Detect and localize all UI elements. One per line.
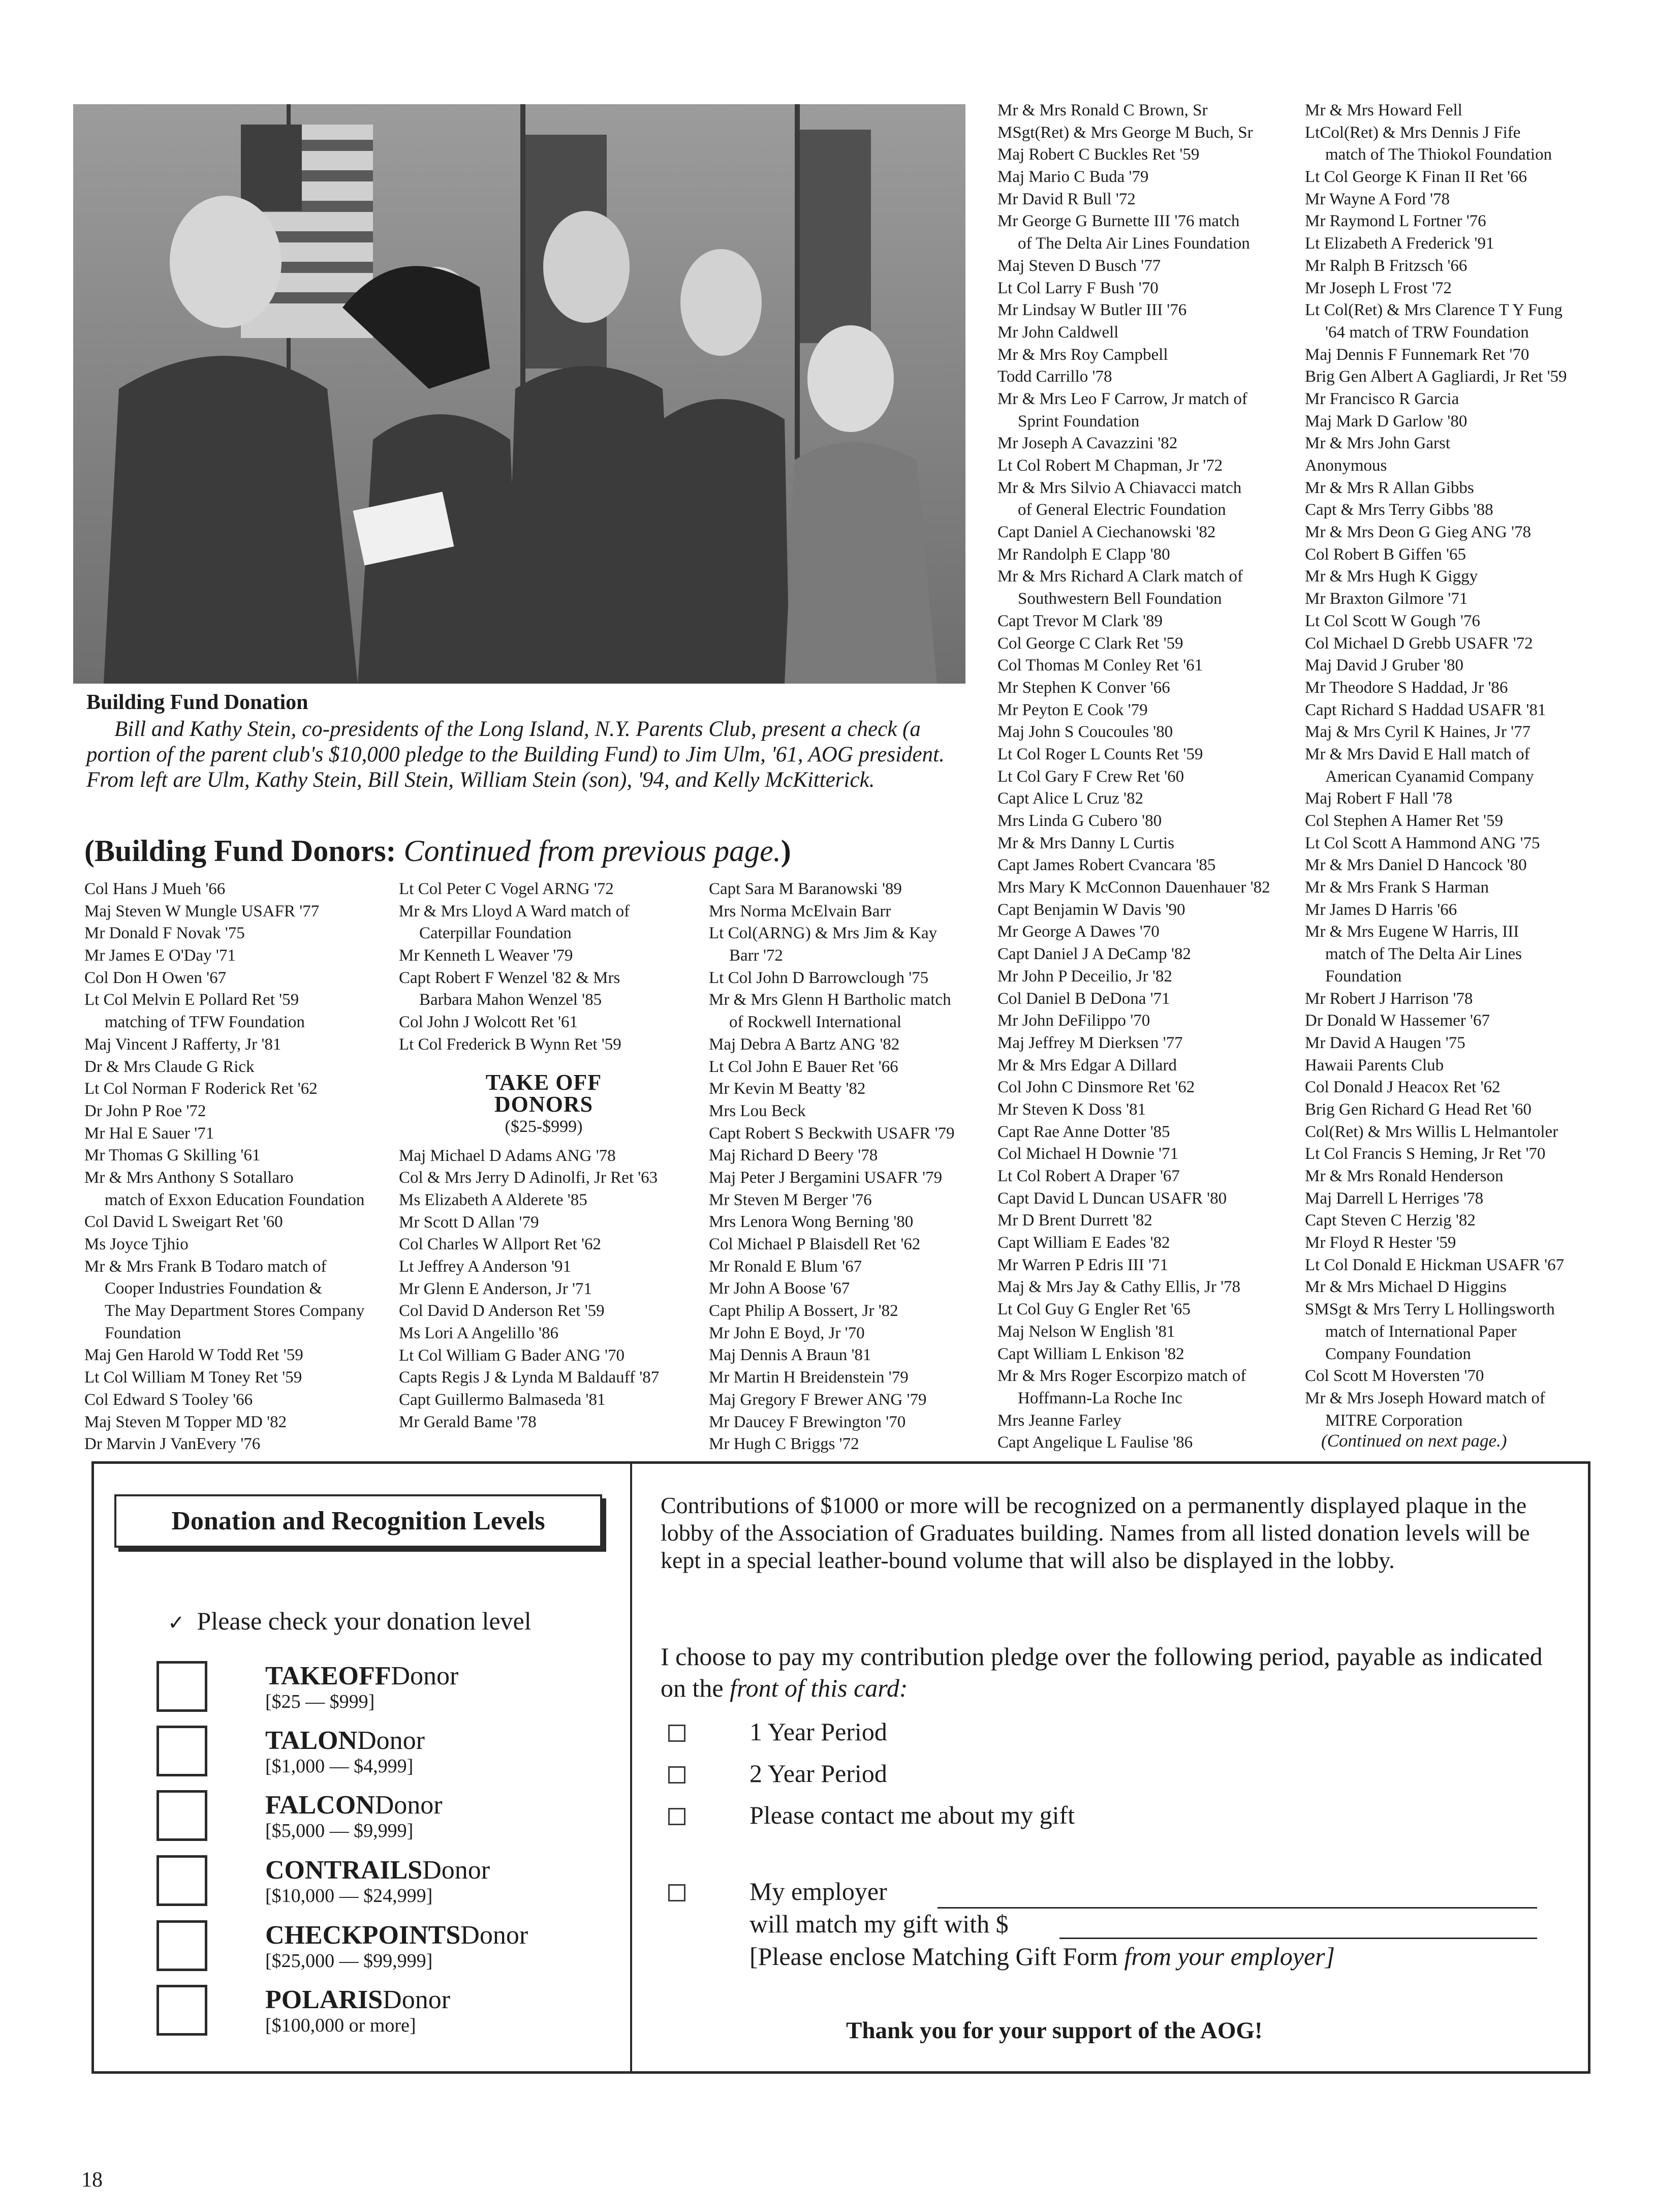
donor-entry: '64 match of TRW Foundation — [1325, 323, 1529, 342]
donor-entry: Mr Robert J Harrison '78 — [1305, 989, 1473, 1008]
donor-entry: Lt Col Roger L Counts Ret '59 — [997, 745, 1203, 763]
donor-entry: match of International Paper — [1325, 1322, 1517, 1341]
donor-entry: Mr & Mrs John Garst — [1305, 434, 1450, 453]
donor-entry: Col George C Clark Ret '59 — [997, 634, 1183, 653]
donor-entry: Ms Lori A Angelillo '86 — [399, 1324, 558, 1343]
donor-entry: Mr & Mrs Howard Fell — [1305, 101, 1462, 119]
photo-illustration — [73, 104, 965, 684]
donor-entry: Mr & Mrs Hugh K Giggy — [1305, 567, 1478, 586]
donor-entry: Lt Col Frederick B Wynn Ret '59 — [399, 1035, 621, 1054]
donor-entry: Mrs Lenora Wong Berning '80 — [709, 1213, 914, 1232]
donor-entry: Mr & Mrs Roy Campbell — [997, 345, 1168, 364]
donor-entry: Mr John E Boyd, Jr '70 — [709, 1324, 865, 1342]
donor-entry: Capt Benjamin W Davis '90 — [997, 900, 1185, 919]
contributions-text: Contributions of $1000 or more will be recognized on a permanently displayed plaque in the lobby of the Association of Graduates building. Names from all listed donation levels will be kept in a special leather-bound volume that will also be displayed in the lobby. — [661, 1492, 1530, 1573]
level-suffix: Donor — [391, 1662, 459, 1691]
level-name: TALON — [265, 1726, 358, 1755]
contact-me-checkbox[interactable] — [668, 1808, 685, 1825]
continued-heading — [84, 834, 791, 869]
donor-entry: Lt Col Scott W Gough '76 — [1305, 611, 1480, 630]
donor-entry: Mrs Lou Beck — [709, 1101, 806, 1120]
donor-entry: Mr Randolph E Clapp '80 — [997, 545, 1170, 564]
contrails-level — [265, 1855, 490, 1885]
donor-entry: Mr & Mrs Ronald Henderson — [1305, 1167, 1504, 1185]
donor-column-5 — [1305, 100, 1567, 1432]
donor-entry: Col Michael P Blaisdell Ret '62 — [709, 1235, 921, 1253]
donor-entry: Col John J Wolcott Ret '61 — [399, 1013, 578, 1032]
employer-line3-italic: from your employer] — [1124, 1942, 1335, 1971]
level-suffix: Donor — [383, 1985, 451, 2014]
donor-entry: Lt Col Gary F Crew Ret '60 — [997, 767, 1184, 786]
donor-entry: Capt Robert S Beckwith USAFR '79 — [709, 1124, 955, 1143]
donor-entry: Maj Darrell L Herriges '78 — [1305, 1189, 1484, 1208]
donor-entry: Hawaii Parents Club — [1305, 1056, 1444, 1074]
donor-entry: Mr Francisco R Garcia — [1305, 389, 1459, 408]
donor-entry: Maj Richard D Beery '78 — [709, 1146, 878, 1165]
polaris-checkbox[interactable] — [157, 1985, 207, 2036]
donor-entry: Mrs Mary K McConnon Dauenhauer '82 — [997, 878, 1270, 897]
donor-entry: Capt Alice L Cruz '82 — [997, 789, 1143, 808]
donor-entry: Mr Raymond L Fortner '76 — [1305, 212, 1486, 231]
donor-entry: Capt Richard S Haddad USAFR '81 — [1305, 700, 1546, 719]
donor-entry: Capts Regis J & Lynda M Baldauff '87 — [399, 1368, 660, 1387]
donor-entry: Mr & Mrs Leo F Carrow, Jr match of — [997, 389, 1247, 408]
donor-entry: Mr D Brent Durrett '82 — [997, 1211, 1152, 1230]
takeoff-level — [265, 1661, 458, 1691]
donor-entry: match of Exxon Education Foundation — [105, 1190, 365, 1209]
donor-entry: Mr David A Haugen '75 — [1305, 1033, 1465, 1052]
donor-entry: Maj Steven M Topper MD '82 — [84, 1412, 287, 1431]
donor-entry: Col Charles W Allport Ret '62 — [399, 1235, 601, 1254]
donor-entry: Lt Jeffrey A Anderson '91 — [399, 1257, 571, 1276]
donor-entry: Maj Mario C Buda '79 — [997, 168, 1149, 187]
donor-entry: Mr John A Boose '67 — [709, 1279, 850, 1298]
donor-entry: Maj Dennis F Funnemark Ret '70 — [1305, 345, 1529, 364]
donor-column-2 — [399, 878, 689, 1434]
donor-entry: Sprint Foundation — [1018, 412, 1140, 431]
donor-entry: Brig Gen Albert A Gagliardi, Jr Ret '59 — [1305, 367, 1567, 386]
level-name: CONTRAILS — [265, 1856, 423, 1885]
donor-entry: Maj & Mrs Cyril K Haines, Jr '77 — [1305, 723, 1531, 742]
building-fund-photo — [73, 104, 965, 684]
donor-entry: Mr George G Burnette III '76 match — [997, 212, 1240, 231]
donor-entry: Lt Col(ARNG) & Mrs Jim & Kay — [709, 924, 938, 943]
donor-entry: Mr Warren P Edris III '71 — [997, 1255, 1168, 1274]
donor-entry: Capt James Robert Cvancara '85 — [997, 856, 1216, 875]
level-name: POLARIS — [265, 1985, 383, 2014]
employer-line1: My employer — [750, 1877, 887, 1906]
donor-entry: Mr & Mrs Eugene W Harris, III — [1305, 923, 1519, 941]
pledge-text-main: I choose to pay my contribution pledge over the following period, payable as indicated on the — [661, 1642, 1543, 1702]
donor-entry: Col John C Dinsmore Ret '62 — [997, 1078, 1195, 1097]
donor-entry: Capt William E Eades '82 — [997, 1234, 1170, 1252]
employer-match-checkbox[interactable] — [668, 1884, 685, 1901]
donor-entry: Lt Col Melvin E Pollard Ret '59 — [84, 991, 299, 1009]
donor-entry: Barbara Mahon Wenzel '85 — [419, 991, 602, 1009]
checkpoints-checkbox[interactable] — [157, 1920, 207, 1971]
talon-level — [265, 1726, 425, 1756]
donor-entry: Mr & Mrs Michael D Higgins — [1305, 1278, 1507, 1297]
takeoff-range-text: [$25 — $999] — [265, 1691, 375, 1712]
donor-entry: Capt Trevor M Clark '89 — [997, 611, 1163, 630]
donor-entry: Lt Col William G Bader ANG '70 — [399, 1346, 624, 1365]
donor-entry: MSgt(Ret) & Mrs George M Buch, Sr — [997, 123, 1253, 142]
donor-entry: Mr & Mrs Deon G Gieg ANG '78 — [1305, 523, 1532, 542]
donor-entry: Foundation — [105, 1324, 181, 1342]
donor-column-4 — [997, 100, 1270, 1454]
donor-entry: Barr '72 — [729, 946, 783, 965]
continued-heading-close: ) — [780, 834, 791, 868]
donor-entry: Mr David R Bull '72 — [997, 190, 1136, 208]
donor-entry: of General Electric Foundation — [1018, 501, 1226, 519]
donor-column-1 — [84, 878, 364, 1456]
donor-entry: Lt Col George K Finan II Ret '66 — [1305, 168, 1527, 187]
donor-entry: Hoffmann-La Roche Inc — [1018, 1389, 1182, 1407]
pledge-text-italic: front of this card: — [730, 1674, 908, 1702]
donor-entry: Capt Daniel A Ciechanowski '82 — [997, 523, 1216, 542]
donor-entry: Capt Robert F Wenzel '82 & Mrs — [399, 968, 620, 987]
one-year-checkbox[interactable] — [668, 1725, 685, 1742]
contrails-checkbox[interactable] — [157, 1855, 207, 1906]
donor-entry: Maj Steven W Mungle USAFR '77 — [84, 902, 320, 920]
donor-entry: Company Foundation — [1325, 1344, 1471, 1363]
donor-entry: Lt Col Donald E Hickman USAFR '67 — [1305, 1255, 1565, 1274]
donor-entry: Maj Mark D Garlow '80 — [1305, 412, 1467, 431]
polaris-level — [265, 1985, 450, 2015]
donor-entry: Col Thomas M Conley Ret '61 — [997, 656, 1203, 675]
donor-entry: Mr George A Dawes '70 — [997, 923, 1160, 941]
donor-entry: Mr James D Harris '66 — [1305, 900, 1457, 919]
thank-you-text: Thank you for your support of the AOG! — [846, 2017, 1263, 2044]
donor-entry: Capt William L Enkison '82 — [997, 1344, 1184, 1363]
checkpoints-level — [265, 1920, 528, 1950]
donor-entry: Mr Hugh C Briggs '72 — [709, 1435, 859, 1454]
levels-title: Donation and Recognition Levels — [114, 1494, 602, 1548]
donor-entry: Anonymous — [1305, 456, 1387, 475]
donor-entry: Maj John S Coucoules '80 — [997, 723, 1173, 742]
donor-entry: Maj David J Gruber '80 — [1305, 656, 1464, 675]
donor-entry: Lt Col John D Barrowclough '75 — [709, 968, 929, 987]
level-name: TAKEOFF — [265, 1662, 391, 1691]
donor-list-col2-bottom — [399, 1145, 689, 1434]
donor-entry: Lt Elizabeth A Frederick '91 — [1305, 234, 1494, 253]
donor-entry: Mr Scott D Allan '79 — [399, 1213, 539, 1232]
donor-entry: Capt Sara M Baranowski '89 — [709, 880, 902, 898]
donor-entry: Maj Steven D Busch '77 — [997, 256, 1161, 275]
donor-entry: Capt Angelique L Faulise '86 — [997, 1433, 1193, 1452]
level-suffix: Donor — [422, 1856, 490, 1885]
talon-checkbox[interactable] — [157, 1726, 207, 1776]
donor-entry: Mr Martin H Breidenstein '79 — [709, 1368, 909, 1387]
two-year-label: 2 Year Period — [750, 1759, 887, 1788]
donor-entry: Mrs Norma McElvain Barr — [709, 902, 891, 920]
donor-entry: Mr & Mrs Lloyd A Ward match of — [399, 902, 630, 920]
level-suffix: Donor — [374, 1791, 443, 1820]
donor-entry: Dr & Mrs Claude G Rick — [84, 1057, 255, 1076]
donor-entry: Foundation — [1325, 967, 1402, 986]
donor-entry: Maj Gen Harold W Todd Ret '59 — [84, 1346, 303, 1365]
donor-entry: Dr John P Roe '72 — [84, 1101, 206, 1120]
donor-entry: Mr Joseph L Frost '72 — [1305, 279, 1452, 297]
falcon-range-text: [$5,000 — $9,999] — [265, 1820, 414, 1841]
talon-range-text: [$1,000 — $4,999] — [265, 1756, 414, 1777]
donor-entry: Capt David L Duncan USAFR '80 — [997, 1189, 1227, 1208]
donor-entry: Mr Daucey F Brewington '70 — [709, 1412, 906, 1431]
checkpoints-range-text: [$25,000 — $99,999] — [265, 1950, 433, 1972]
donor-entry: Mrs Linda G Cubero '80 — [997, 812, 1162, 830]
donor-entry: Mr Hal E Sauer '71 — [84, 1124, 214, 1143]
donor-entry: Mr Theodore S Haddad, Jr '86 — [1305, 678, 1508, 697]
takeoff-checkbox[interactable] — [157, 1661, 207, 1712]
donor-entry: Col Scott M Hoversten '70 — [1305, 1367, 1484, 1386]
donor-entry: Mr John P Deceilio, Jr '82 — [997, 967, 1172, 986]
donor-entry: Col Donald J Heacox Ret '62 — [1305, 1078, 1501, 1097]
donor-entry: Mr Steven M Berger '76 — [709, 1190, 872, 1209]
donor-entry: Capt Guillermo Balmaseda '81 — [399, 1391, 606, 1409]
caption-text: Bill and Kathy Stein, co-presidents of the Long Island, N.Y. Parents Club, present a check (a portion of the parent club's $10,000 pledge to the Building Fund) to Jim Ulm, '61, AOG president. From left are Ulm, Kathy Stein, Bill Stein, William Stein (son), '94, and Kelly McKitterick. — [86, 717, 945, 792]
donor-entry: Lt Col Peter C Vogel ARNG '72 — [399, 880, 614, 898]
donor-entry: Mr Peyton E Cook '79 — [997, 700, 1148, 719]
donor-entry: Mr & Mrs Anthony S Sotallaro — [84, 1168, 294, 1187]
donor-entry: Cooper Industries Foundation & — [105, 1279, 323, 1298]
check-prompt-line — [168, 1606, 532, 1636]
donor-column-3 — [709, 878, 955, 1456]
donor-entry: Maj Peter J Bergamini USAFR '79 — [709, 1168, 943, 1187]
donor-entry: Maj Nelson W English '81 — [997, 1322, 1175, 1341]
donor-entry: Lt Col Scott A Hammond ANG '75 — [1305, 834, 1540, 852]
donor-entry: Maj & Mrs Jay & Cathy Ellis, Jr '78 — [997, 1278, 1241, 1297]
donor-entry: of The Delta Air Lines Foundation — [1018, 234, 1250, 253]
employer-line3-main: [Please enclose Matching Gift Form — [750, 1942, 1125, 1971]
donor-entry: Col Stephen A Hamer Ret '59 — [1305, 812, 1503, 830]
donor-entry: Lt Col Guy G Engler Ret '65 — [997, 1300, 1191, 1319]
contact-me-label: Please contact me about my gift — [750, 1801, 1075, 1829]
contrails-range-text: [$10,000 — $24,999] — [265, 1885, 433, 1907]
donor-entry: Mr Ronald E Blum '67 — [709, 1257, 862, 1276]
donor-entry: Dr Marvin J VanEvery '76 — [84, 1435, 261, 1454]
level-name: FALCON — [265, 1791, 375, 1820]
donor-entry: Mr & Mrs Richard A Clark match of — [997, 567, 1243, 586]
donor-entry: Maj Jeffrey M Dierksen '77 — [997, 1033, 1183, 1052]
one-year-label: 1 Year Period — [750, 1717, 887, 1746]
donor-entry: Mr Floyd R Hester '59 — [1305, 1234, 1456, 1252]
continued-heading-bold: (Building Fund Donors: — [84, 834, 404, 868]
donor-entry: Col Daniel B DeDona '71 — [997, 989, 1170, 1008]
donor-entry: Maj Robert C Buckles Ret '59 — [997, 145, 1200, 164]
form-divider — [630, 1461, 632, 2074]
donor-entry: Maj Michael D Adams ANG '78 — [399, 1146, 616, 1165]
donor-entry: matching of TFW Foundation — [105, 1013, 305, 1032]
donor-entry: Mr & Mrs Frank S Harman — [1305, 878, 1489, 897]
donor-entry: Maj Dennis A Braun '81 — [709, 1346, 871, 1365]
donor-entry: match of The Delta Air Lines — [1325, 945, 1522, 964]
donor-entry: Mr Kenneth L Weaver '79 — [399, 946, 573, 965]
donor-entry: LtCol(Ret) & Mrs Dennis J Fife — [1305, 123, 1521, 142]
donor-entry: Col Robert B Giffen '65 — [1305, 545, 1466, 564]
polaris-range-text: [$100,000 or more] — [265, 2015, 416, 2036]
donor-entry: Col Michael D Grebb USAFR '72 — [1305, 634, 1533, 653]
donor-entry: Lt Col Larry F Bush '70 — [997, 279, 1159, 297]
employer-line2: will match my gift with $ — [750, 1910, 1009, 1938]
donor-entry: Mr Stephen K Conver '66 — [997, 678, 1170, 697]
level-name: CHECKPOINTS — [265, 1921, 461, 1950]
checkmark-icon: ✓ — [168, 1611, 185, 1634]
donor-entry: of Rockwell International — [729, 1013, 902, 1032]
caption-title: Building Fund Donation — [86, 691, 308, 714]
donor-entry: Col Hans J Mueh '66 — [84, 880, 226, 898]
donor-entry: Mr & Mrs Edgar A Dillard — [997, 1056, 1177, 1074]
donor-entry: Maj Gregory F Brewer ANG '79 — [709, 1390, 927, 1409]
takeoff-range: ($25-$999) — [505, 1117, 583, 1136]
donor-entry: Mr Wayne A Ford '78 — [1305, 190, 1450, 208]
donor-entry: Maj Robert F Hall '78 — [1305, 789, 1453, 808]
donor-entry: Lt Col William M Toney Ret '59 — [84, 1368, 302, 1387]
takeoff-heading-line2: DONORS — [494, 1092, 594, 1117]
donor-entry: Capt Philip A Bossert, Jr '82 — [709, 1302, 898, 1320]
donor-entry: Lt Col(Ret) & Mrs Clarence T Y Fung — [1305, 301, 1563, 320]
donor-entry: Mr & Mrs Joseph Howard match of — [1305, 1389, 1545, 1407]
donor-entry: Southwestern Bell Foundation — [1018, 590, 1222, 608]
employer-name-field[interactable] — [938, 1907, 1537, 1909]
donor-entry: Mr & Mrs David E Hall match of — [1305, 745, 1530, 763]
donor-entry: Col Edward S Tooley '66 — [84, 1390, 253, 1409]
donor-entry: SMSgt & Mrs Terry L Hollingsworth — [1305, 1300, 1555, 1319]
donor-entry: Mrs Jeanne Farley — [997, 1411, 1121, 1430]
donor-entry: Capt & Mrs Terry Gibbs '88 — [1305, 501, 1493, 519]
donor-entry: Mr Braxton Gilmore '71 — [1305, 590, 1468, 608]
page-number: 18 — [81, 2168, 103, 2192]
donor-entry: Mr Joseph A Cavazzini '82 — [997, 434, 1178, 453]
donor-entry: Mr John DeFilippo '70 — [997, 1011, 1150, 1030]
donor-entry: Col Don H Owen '67 — [84, 968, 227, 987]
donor-entry: American Cyanamid Company — [1325, 767, 1534, 786]
donor-entry: Mr & Mrs Ronald C Brown, Sr — [997, 101, 1208, 119]
donor-entry: Capt Steven C Herzig '82 — [1305, 1211, 1476, 1230]
donor-entry: Col Michael H Downie '71 — [997, 1145, 1179, 1163]
donor-entry: match of The Thiokol Foundation — [1325, 145, 1552, 164]
donor-entry: Mr & Mrs R Allan Gibbs — [1305, 478, 1474, 497]
level-suffix: Donor — [460, 1921, 528, 1950]
continued-heading-italic: Continued from previous page. — [403, 834, 781, 868]
donor-entry: Mr Steven K Doss '81 — [997, 1100, 1146, 1119]
donor-entry: Mr & Mrs Frank B Todaro match of — [84, 1257, 327, 1276]
donor-entry: Capt Rae Anne Dotter '85 — [997, 1122, 1170, 1141]
level-suffix: Donor — [357, 1726, 425, 1755]
donor-entry: Mr Ralph B Fritzsch '66 — [1305, 256, 1467, 275]
donor-entry: Mr & Mrs Daniel D Hancock '80 — [1305, 856, 1527, 875]
donor-entry: Ms Elizabeth A Alderete '85 — [399, 1190, 587, 1209]
donor-entry: Mr James E O'Day '71 — [84, 946, 236, 965]
donor-entry: Mr John Caldwell — [997, 323, 1119, 342]
donor-entry: Mr & Mrs Silvio A Chiavacci match — [997, 478, 1242, 497]
donor-entry: Lt Col Francis S Heming, Jr Ret '70 — [1305, 1145, 1546, 1163]
donor-list-col2-top — [399, 878, 689, 1056]
continued-next: (Continued on next page.) — [1321, 1431, 1507, 1451]
donor-entry: Mr Lindsay W Butler III '76 — [997, 301, 1187, 320]
donor-entry: Dr Donald W Hassemer '67 — [1305, 1011, 1490, 1030]
donor-entry: Mr & Mrs Roger Escorpizo match of — [997, 1367, 1246, 1386]
falcon-checkbox[interactable] — [157, 1790, 207, 1841]
donor-entry: Col & Mrs Jerry D Adinolfi, Jr Ret '63 — [399, 1169, 658, 1187]
two-year-checkbox[interactable] — [668, 1766, 685, 1784]
donor-entry: Caterpillar Foundation — [419, 924, 572, 943]
donor-entry: Mr Donald F Novak '75 — [84, 924, 245, 943]
donor-entry: Lt Col Norman F Roderick Ret '62 — [84, 1080, 318, 1098]
donor-entry: Lt Col John E Bauer Ret '66 — [709, 1057, 898, 1076]
donor-entry: The May Department Stores Company — [105, 1302, 365, 1320]
donor-entry: Col David D Anderson Ret '59 — [399, 1302, 605, 1320]
falcon-level — [265, 1790, 443, 1820]
pledge-text — [661, 1641, 1555, 1704]
donor-entry: Mr & Mrs Danny L Curtis — [997, 834, 1175, 852]
donor-entry: Brig Gen Richard G Head Ret '60 — [1305, 1100, 1532, 1119]
donor-entry: Maj Vincent J Rafferty, Jr '81 — [84, 1035, 282, 1054]
donor-entry: Mr Glenn E Anderson, Jr '71 — [399, 1279, 592, 1298]
donor-entry: Mr Thomas G Skilling '61 — [84, 1146, 261, 1165]
donor-entry: Lt Col Robert M Chapman, Jr '72 — [997, 456, 1223, 475]
donor-entry: Col David L Sweigart Ret '60 — [84, 1213, 283, 1232]
donor-entry: MITRE Corporation — [1325, 1411, 1463, 1430]
donor-entry: Maj Debra A Bartz ANG '82 — [709, 1035, 900, 1054]
donor-entry: Todd Carrillo '78 — [997, 367, 1112, 386]
donor-entry: Ms Joyce Tjhio — [84, 1235, 189, 1253]
donor-entry: Mr & Mrs Glenn H Bartholic match — [709, 991, 951, 1009]
employer-line3 — [750, 1942, 1335, 1971]
donor-entry: Capt Daniel J A DeCamp '82 — [997, 945, 1191, 964]
donor-entry: Col(Ret) & Mrs Willis L Helmantoler — [1305, 1122, 1558, 1141]
check-prompt: Please check your donation level — [197, 1607, 532, 1635]
match-amount-field[interactable] — [1059, 1938, 1537, 1939]
takeoff-heading-line1: TAKE OFF — [485, 1069, 602, 1095]
donor-entry: Mr Kevin M Beatty '82 — [709, 1080, 866, 1098]
donor-entry: Lt Col Robert A Draper '67 — [997, 1167, 1180, 1185]
donor-entry: Mr Gerald Bame '78 — [399, 1412, 537, 1431]
